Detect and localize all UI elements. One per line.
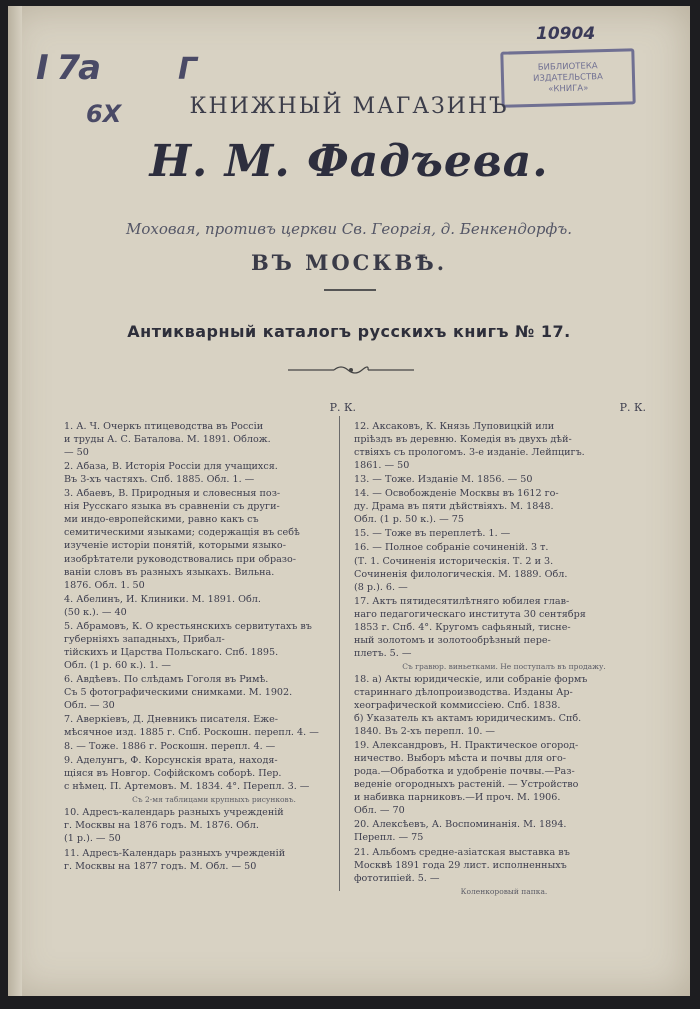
handwritten-mark-c: Г xyxy=(178,52,198,87)
right-entries xyxy=(354,420,654,897)
catalog-entry: 1. А. Ч. Очеркъ птицеводства въ Россіи и труды А. С. Баталова. М. 1891. Облож. — 50 xyxy=(64,421,271,459)
catalog-entry: 5. Абрамовъ, К. О крестьянскихъ сервитутахъ въ губерніяхъ западныхъ, Прибал- тійскихъ и Царства Польскаго. Спб. 1895. Обл. (1 р. 60 к.). 1. — xyxy=(64,620,312,671)
shop-heading: КНИЖНЫЙ МАГАЗИНЪ xyxy=(189,94,509,119)
catalog-note: Съ гравюр. виньетками. Не поступалъ въ продажу. xyxy=(402,661,606,671)
stamp-line-2: ИЗДАТЕЛЬСТВА xyxy=(532,71,604,84)
right-column xyxy=(354,401,654,898)
catalog-entry: 2. Абаза, В. Исторія Россіи для учащихся. Въ 3-хъ частяхъ. Спб. 1885. Обл. 1. — xyxy=(64,461,278,486)
catalog-entry: 20. Алексѣевъ, А. Воспоминанія. М. 1894. Перепл. — 75 xyxy=(354,819,567,844)
catalog-entry: 13. — Тоже. Изданіе М. 1856. — 50 xyxy=(354,474,533,486)
catalog-page xyxy=(8,6,690,996)
owner-name: Н. М. Фадъева. xyxy=(149,136,549,187)
catalog-entry: 14. — Освобожденіе Москвы въ 1612 го- ду. Драма въ пяти дѣйствіяхъ. М. 1848. Обл. (1 р. 50 к.). — 75 xyxy=(354,488,559,526)
catalog-entry: 8. — Тоже. 1886 г. Роскошн. перепл. 4. — xyxy=(64,741,276,753)
city-line: ВЪ МОСКВѢ. xyxy=(250,250,448,275)
stamp-line-1: БИБЛИОТЕКА xyxy=(537,60,598,73)
catalog-entry: 9. Аделунгъ, Ф. Корсунскія врата, находя- щіяся въ Новгор. Софійскомъ соборѣ. Пер. с нѣмец. П. Артемовъ. М. 1834. 4°. Перепл. 3. — xyxy=(64,755,310,793)
catalog-entry: 12. Аксаковъ, К. Князь Луповицкій или пріѣздъ въ деревню. Комедія въ двухъ дѣй- ствіяхъ съ прологомъ. 3-е изданіе. Лейпцигъ. 1861. — 50 xyxy=(354,421,585,472)
handwritten-mark-b: 6Х xyxy=(86,100,122,128)
left-column-header: Р. К. xyxy=(329,401,356,414)
handwritten-number: 10904 xyxy=(536,24,596,44)
ornament-divider xyxy=(288,364,414,376)
right-column-header: Р. К. xyxy=(619,401,646,414)
catalog-entry: 11. Адресъ-Календарь разныхъ учрежденій г. Москвы на 1877 годъ. М. Обл. — 50 xyxy=(64,847,286,872)
catalog-note: Коленкоровый папка. xyxy=(460,886,548,896)
catalog-entry: 15. — Тоже въ переплетѣ. 1. — xyxy=(354,528,511,540)
left-entries xyxy=(64,420,364,873)
column-divider xyxy=(339,416,340,891)
catalog-entry: 4. Абелинъ, И. Клиники. М. 1891. Обл. (50 к.). — 40 xyxy=(64,593,261,618)
catalog-entry: 18. а) Акты юридическіе, или собраніе формъ стариннаго дѣлопроизводства. Изданы Ар- хеографической коммиссіею. Спб. 1838. б) Указатель къ актамъ юридическимъ. Спб. 1840. Въ 2-хъ перепл. 10. — xyxy=(354,673,588,738)
stamp-line-3: «КНИГА» xyxy=(548,82,589,95)
catalog-entry: 21. Альбомъ средне-азіатская выставка въ Москвѣ 1891 года 29 лист. исполненныхъ фототипіей. 5. — xyxy=(354,846,570,884)
handwritten-mark-a: I 7а xyxy=(36,48,100,88)
catalog-entry: 17. Актъ пятидесятилѣтняго юбилея глав- наго педагогическаго института 30 сентября 1853 г. Спб. 4°. Кругомъ сафьяный, тисне- ный золотомъ и золотообрѣзный пере- плетъ. 5. — xyxy=(354,595,586,659)
catalog-entry: 7. Аверкіевъ, Д. Дневникъ писателя. Еже- мѣсячное изд. 1885 г. Спб. Роскошн. перепл. 4. — xyxy=(64,714,319,739)
catalog-entry: 16. — Полное собраніе сочиненій. 3 т. (Т. 1. Сочиненія историческія. Т. 2 и 3. Сочиненія филологическія. М. 1889. Обл. (8 р.). 6. — xyxy=(354,542,568,593)
catalog-title: Антикварный каталогъ русскихъ книгъ № 17. xyxy=(127,322,571,341)
left-column xyxy=(64,401,364,874)
shop-address: Моховая, противъ церкви Св. Георгія, д. Бенкендорфъ. xyxy=(126,220,572,238)
catalog-entry: 10. Адресъ-календарь разныхъ учрежденій г. Москвы на 1876 годъ. М. 1876. Обл. (1 р.). — 50 xyxy=(64,807,284,845)
catalog-note: Съ 2-мя таблицами крупныхъ рисунковъ. xyxy=(132,795,296,805)
divider-rule xyxy=(324,289,376,291)
catalog-entry: 3. Абаевъ, В. Природныя и словесныя поз- нія Русскаго языка въ сравненіи съ други- ми индо-европейскими, равно какъ съ семитическими языками; содержащія въ себѣ изученіе исторіи понятій, которыми языко- изобрѣтатели руководствовались при образо- ваніи словъ въ разныхъ языкахъ. Вильна. 1876. Обл. 1. 50 xyxy=(64,488,300,591)
catalog-entry: 19. Александровъ, Н. Практическое огород- ничество. Выборъ мѣста и почвы для ого- рода.—Обработка и удобреніе почвы.—Раз- веденіе огородныхъ растеній. — Устройство и набивка парниковъ.—И проч. М. 1906. Обл. — 70 xyxy=(354,740,579,817)
catalog-entry: 6. Авдѣевъ. По слѣдамъ Гоголя въ Римѣ. Съ 5 фотографическими снимками. М. 1902. Обл. — 30 xyxy=(64,673,293,712)
